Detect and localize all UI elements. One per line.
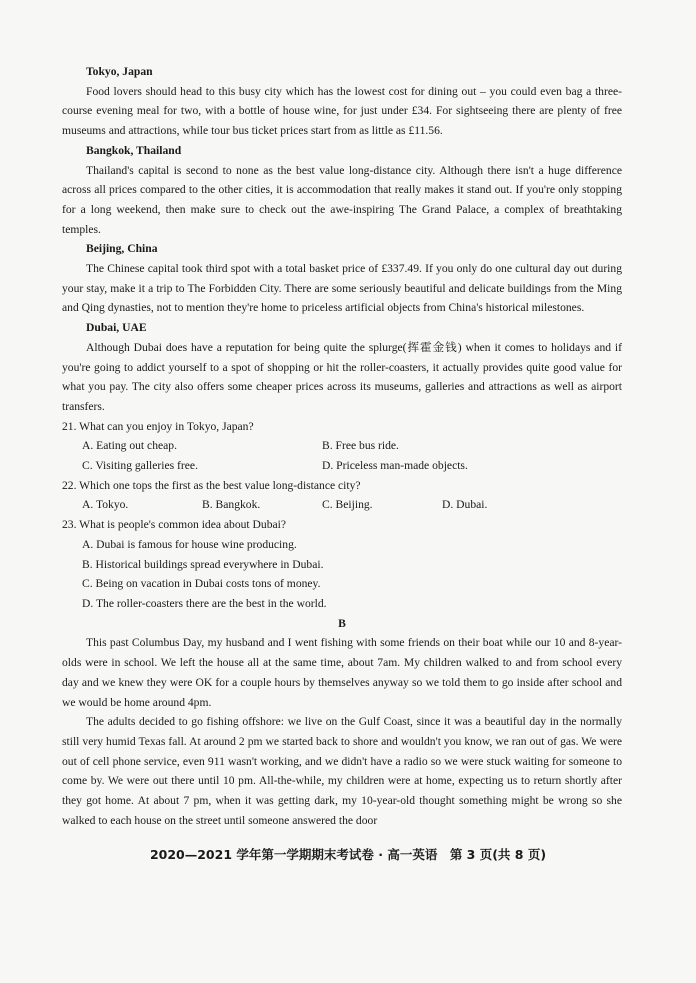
question-22 [62, 476, 622, 515]
option-d[interactable]: D. Dubai. [442, 498, 488, 512]
question-21 [62, 417, 622, 476]
section-text: The Chinese capital took third spot with a total basket price of £337.49. If you only do one cultural day out during your stay, make it a trip to The Forbidden City. There are some seriously beautiful and delicate buildings from the Ming and Qing dynasties, not to mention they're home to priceless artificial objects from China's historical milestones. [62, 262, 622, 315]
passage-b-paragraph-2: The adults decided to go fishing offshore: we live on the Gulf Coast, since it was a beautiful day in the normally still very humid Texas fall. At around 2 pm we started back to shore and wouldn't you know, we ran out of gas. We were out of cell phone service, even 911 wasn't working, and we didn't have a radio so we were stuck waiting for someone to come by. We were out there until 10 pm. All-the-while, my children were at home, expecting us to return shortly after they got home. At about 7 pm, when it was getting dark, my 10-year-old thought something might be wrong so she walked to each house on the street until someone answered the door [62, 715, 622, 827]
question-stem: 22. Which one tops the first as the best value long-distance city? [62, 478, 361, 492]
section-heading: Beijing, China [86, 242, 158, 256]
option-c[interactable]: C. Being on vacation in Dubai costs tons of money. [82, 577, 321, 591]
question-options [62, 495, 622, 515]
passage-section-bangkok [62, 141, 622, 240]
option-b[interactable]: B. Bangkok. [202, 498, 261, 512]
page-footer: 2020—2021 学年第一学期期末考试卷 · 高一英语 第 3 页(共 8 页) [149, 847, 547, 862]
question-options [62, 436, 622, 475]
option-c[interactable]: C. Beijing. [322, 498, 373, 512]
question-23 [62, 515, 622, 614]
passage-section-tokyo [62, 62, 622, 141]
question-stem: 21. What can you enjoy in Tokyo, Japan? [62, 419, 254, 433]
section-heading: Bangkok, Thailand [86, 143, 182, 157]
section-text: Food lovers should head to this busy city which has the lowest cost for dining out – you could even bag a three-course evening meal for two, with a bottle of house wine, for just under £34. For sightseeing there are plenty of free museums and attractions, while tour bus ticket prices start from as little as £11.56. [62, 84, 622, 138]
section-heading: Dubai, UAE [86, 321, 147, 335]
section-b-label: B [338, 616, 346, 630]
option-d[interactable]: D. The roller-coasters there are the best in the world. [82, 596, 327, 610]
page-content [62, 62, 622, 830]
section-heading: Tokyo, Japan [86, 65, 153, 78]
passage-section-beijing [62, 239, 622, 318]
question-stem: 23. What is people's common idea about Dubai? [62, 518, 287, 532]
option-d[interactable]: D. Priceless man-made objects. [322, 459, 468, 473]
option-a[interactable]: A. Dubai is famous for house wine producing. [82, 537, 297, 551]
option-c[interactable]: C. Visiting galleries free. [82, 459, 198, 473]
section-text: Thailand's capital is second to none as the best value long-distance city. Although there isn't a huge difference across all prices compared to the other cities, it is accommodation that really makes it stand out. If you're only stopping for a long weekend, then make sure to check out the awe-inspiring The Grand Palace, a complex of breathtaking temples. [62, 163, 622, 236]
option-a[interactable]: A. Tokyo. [82, 498, 129, 512]
option-b[interactable]: B. Historical buildings spread everywhere in Dubai. [82, 557, 324, 571]
option-b[interactable]: B. Free bus ride. [322, 439, 399, 453]
passage-section-dubai [62, 318, 622, 417]
section-text: Although Dubai does have a reputation for being quite the splurge(挥霍金钱) when it comes to holidays and if you're going to addict yourself to a spot of shopping or hit the roller-coasters, it actually provides quite good value for what you pay. The city also offers some cheaper prices across its museums, galleries and attractions as well as airport transfers. [62, 340, 622, 413]
option-a[interactable]: A. Eating out cheap. [82, 439, 177, 453]
passage-b-paragraph-1: This past Columbus Day, my husband and I went fishing with some friends on their boat while our 10 and 8-year-olds were in school. We left the house all at the same time, about 7am. My children walked to and from school every day and we knew they were OK for a couple hours by themselves anyway so we told them to go inside after school and we would be home around 4pm. [62, 636, 622, 709]
